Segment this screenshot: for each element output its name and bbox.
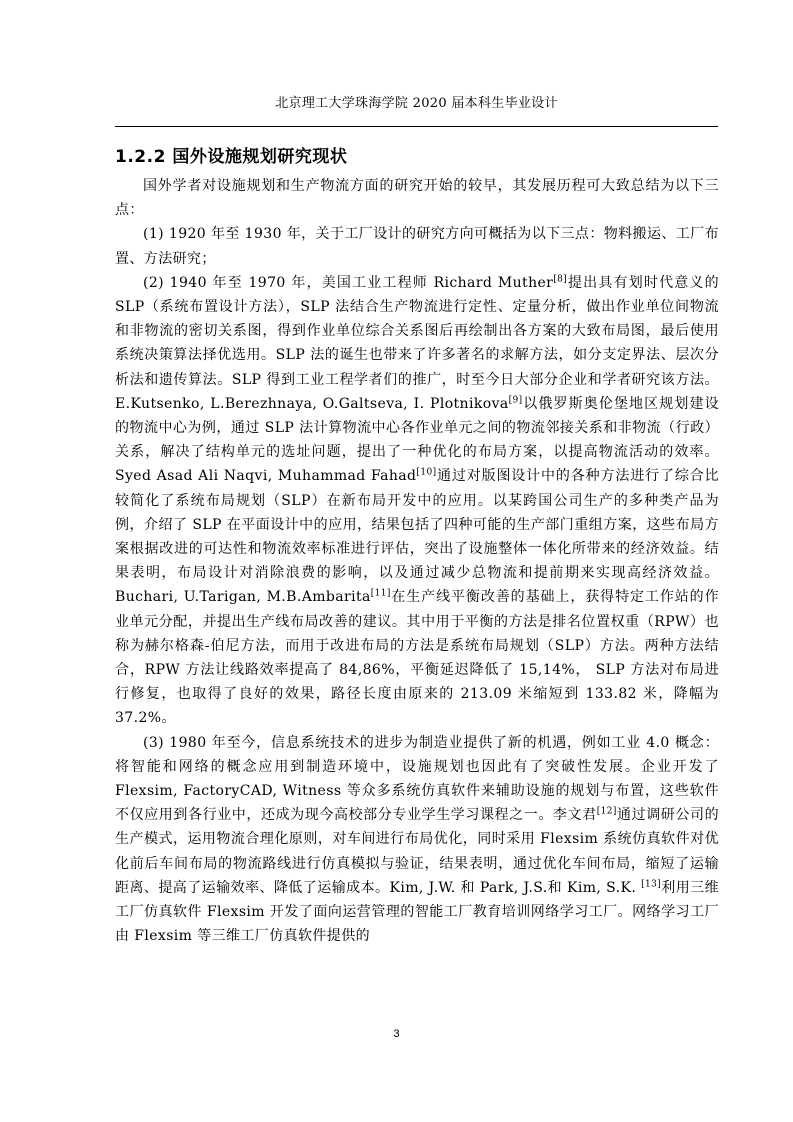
header-rule [115, 126, 718, 127]
text-segment: 在生产线平衡改善的基础上，获得特定工作站的作业单元分配，并提出生产线布局改善的建议。其中用于平衡的方法是排名位置权重（RPW）也称为赫尔格森-伯尼方法，而用于改进布局的方法是系统布局规划（SLP）方法。两种方法结合，RPW 方法让线路效率提高了 84,86%，平衡延迟降低了 15,14%， SLP 方法对布局进行修复，也取得了良好的效果，路径长度由原来的 213.09 米缩短到 133.82 米，降幅为 37.2%。 [115, 589, 719, 727]
text-segment: 利用三维工厂仿真软件 Flexsim 开发了面向运营管理的智能工厂教育培训网络学习工厂。网络学习工厂由 Flexsim 等三维工厂仿真软件提供的 [115, 879, 719, 945]
paragraph-intro [115, 174, 719, 222]
paragraph-point-3 [115, 731, 719, 949]
text-segment: 通过调研公司的生产模式，运用物流合理化原则，对车间进行布局优化，同时采用 Flexsim 系统仿真软件对优化前后车间布局的物流路线进行仿真模拟与验证，结果表明，通过优化车间布局，缩短了运输距离、提高了运输效率、降低了运输成本。Kim, J.W. 和 Park, J.S.和 Kim, S.K. [115, 807, 719, 896]
text-segment: (3) 1980 年至今，信息系统技术的进步为制造业提供了新的机遇，例如工业 4.0 概念：将智能和网络的概念应用到制造环境中，设施规划也因此有了突破性发展。企业开发了 Flexsim, FactoryCAD, Witness 等众多系统仿真软件来辅助设施的规划与布置，这些软件不仅应用到各行业中，还成为现今高校部分专业学生学习课程之一。李文君 [115, 734, 719, 824]
text-segment: 通过对版图设计中的各种方法进行了综合比较简化了系统布局规划（SLP）在新布局开发中的应用。以某跨国公司生产的多种类产品为例，介绍了 SLP 在平面设计中的应用，结果包括了四种可能的生产部门重组方案，这些布局方案根据改进的可达性和物流效率标准进行评估，突出了设施整体一体化所带来的经济效益。结果表明，布局设计对消除浪费的影响，以及通过减少总物流和提前期来实现高经济效益。Buchari, U.Tarigan, M.B.Ambarita [115, 468, 719, 606]
paragraph-point-2 [115, 271, 719, 731]
citation-10: [10] [416, 467, 437, 478]
text-segment: (2) 1940 年至 1970 年，美国工业工程师 Richard Muther [143, 274, 554, 291]
citation-11: [11] [370, 588, 391, 599]
text-segment: (1) 1920 年至 1930 年，关于工厂设计的研究方向可概括为以下三点：物料搬运、工厂布置、方法研究； [115, 226, 719, 267]
citation-13: [13] [641, 879, 662, 890]
text-segment: 国外学者对设施规划和生产物流方面的研究开始的较早，其发展历程可大致总结为以下三点： [115, 178, 719, 219]
section-title: 1.2.2 国外设施规划研究现状 [115, 147, 348, 167]
text-segment: 提出具有划时代意义的 SLP（系统布置设计方法），SLP 法结合生产物流进行定性、定量分析，做出作业单位间物流和非物流的密切关系图，得到作业单位综合关系图后再绘制出各方案的大致布局图，最后使用系统决策算法择优选用。SLP 法的诞生也带来了许多著名的求解方法，如分支定界法、层次分析法和遗传算法。SLP 得到工业工程学者们的推广，时至今日大部分企业和学者研究该方法。E.Kutsenko, L.Berezhnaya, O.Galtseva, I. Plotnikova [115, 274, 719, 412]
text-segment: 以俄罗斯奥伦堡地区规划建设的物流中心为例，通过 SLP 法计算物流中心各作业单元之间的物流邻接关系和非物流（行政）关系，解决了结构单元的选址问题，提出了一种优化的布局方案，以提高物流活动的效率。Syed Asad Ali Naqvi, Muhammad Fahad [115, 395, 719, 485]
citation-12: [12] [596, 806, 617, 817]
paragraph-point-1 [115, 222, 719, 270]
body-text [115, 174, 719, 949]
page-header: 北京理工大学珠海学院 2020 届本科生毕业设计 [275, 96, 558, 111]
citation-9: [9] [508, 395, 523, 406]
citation-8: [8] [553, 274, 568, 285]
page-number: 3 [393, 1028, 400, 1040]
